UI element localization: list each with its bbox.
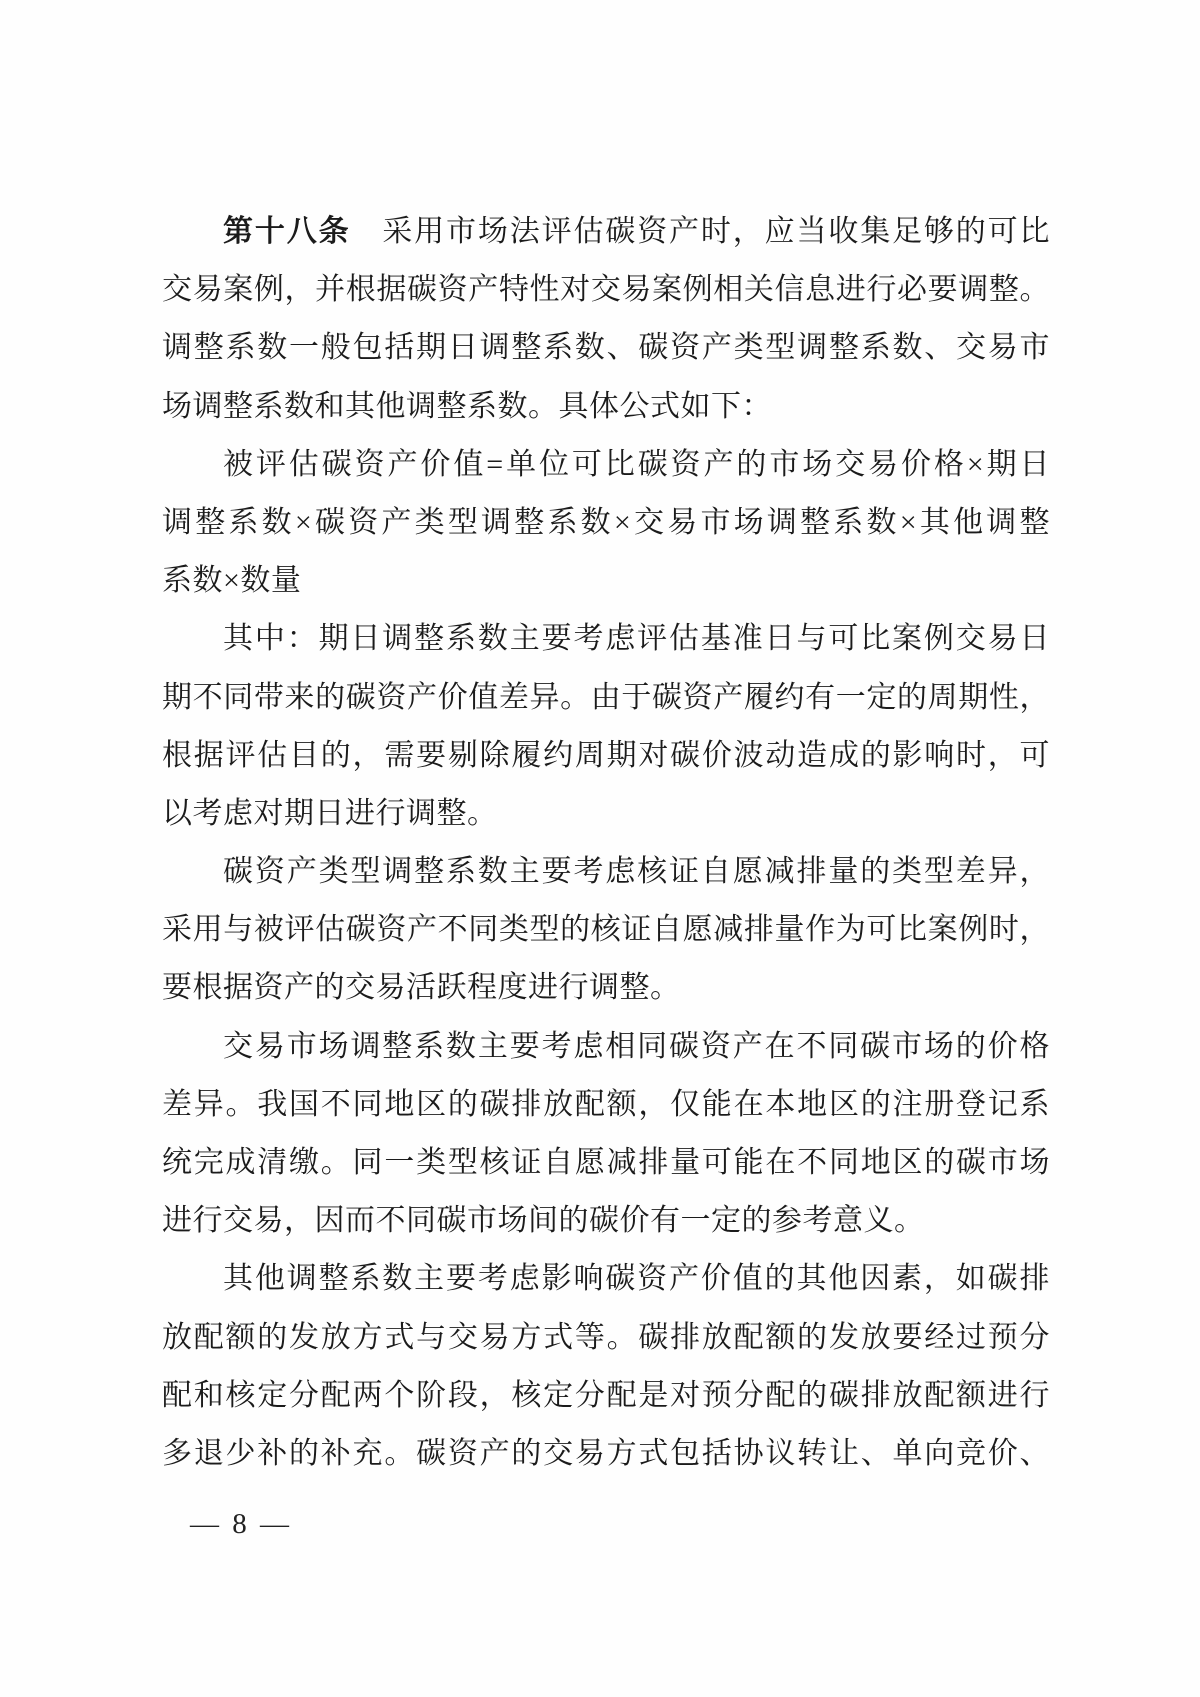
article-body: [162, 203, 1050, 1483]
text-line: 统完成清缴。同一类型核证自愿减排量可能在不同地区的碳市场: [162, 1146, 1050, 1179]
text-line: 放配额的发放方式与交易方式等。碳排放配额的发放要经过预分: [162, 1320, 1050, 1354]
text-line: 交易案例，并根据碳资产特性对交易案例相关信息进行必要调整。: [162, 273, 1050, 307]
text-line: 差异。我国不同地区的碳排放配额，仅能在本地区的注册登记系: [162, 1087, 1050, 1121]
text-line: 调整系数×碳资产类型调整系数×交易市场调整系数×其他调整: [162, 505, 1050, 539]
text-line: 进行交易，因而不同碳市场间的碳价有一定的参考意义。: [162, 1204, 925, 1238]
text-line: 碳资产类型调整系数主要考虑核证自愿减排量的类型差异，: [223, 855, 1050, 889]
text-line: 系数×数量: [162, 564, 302, 598]
text-line: 其他调整系数主要考虑影响碳资产价值的其他因素，如碳排: [223, 1262, 1050, 1296]
article-number: 第十八条: [223, 215, 351, 248]
text-line: 其中：期日调整系数主要考虑评估基准日与可比案例交易日: [223, 622, 1050, 656]
text-line: 多退少补的补充。碳资产的交易方式包括协议转让、单向竞价、: [162, 1436, 1050, 1470]
text-line: 被评估碳资产价值=单位可比碳资产的市场交易价格×期日: [223, 447, 1050, 481]
text-line: 采用与被评估碳资产不同类型的核证自愿减排量作为可比案例时，: [162, 913, 1050, 947]
page-number: — 8 —: [190, 1508, 292, 1540]
text-line-content: 采用市场法评估碳资产时，应当收集足够的可比: [350, 215, 1051, 248]
text-line: [162, 203, 1050, 261]
text-line: 交易市场调整系数主要考虑相同碳资产在不同碳市场的价格: [223, 1029, 1050, 1063]
text-line: 根据评估目的，需要剔除履约周期对碳价波动造成的影响时，可: [162, 738, 1050, 772]
text-line: 调整系数一般包括期日调整系数、碳资产类型调整系数、交易市: [162, 331, 1050, 365]
text-line: 配和核定分配两个阶段，核定分配是对预分配的碳排放配额进行: [162, 1378, 1050, 1412]
text-line: 场调整系数和其他调整系数。具体公式如下：: [162, 389, 772, 423]
text-line: 期不同带来的碳资产价值差异。由于碳资产履约有一定的周期性，: [162, 680, 1050, 714]
text-line: 以考虑对期日进行调整。: [162, 796, 498, 830]
text-line: 要根据资产的交易活跃程度进行调整。: [162, 971, 681, 1005]
